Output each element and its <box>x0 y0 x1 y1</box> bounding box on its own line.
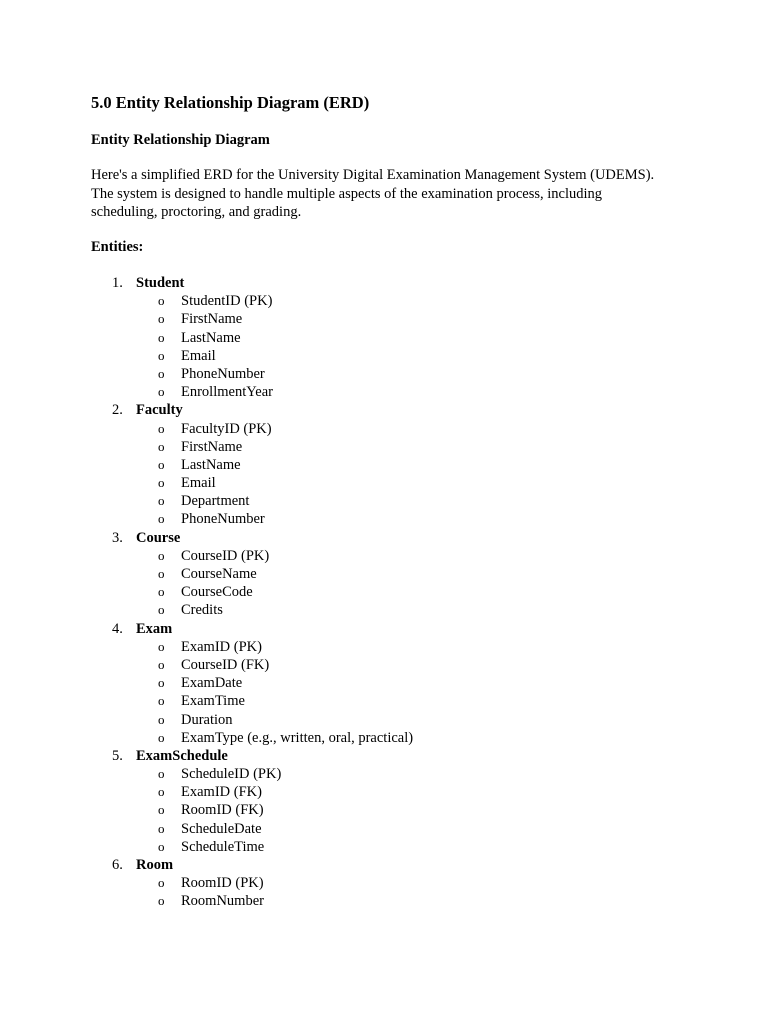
entity-name: Student <box>136 275 185 291</box>
attribute-label: CourseCode <box>181 584 253 601</box>
intro-paragraph <box>91 166 701 222</box>
bullet-icon: o <box>158 693 165 709</box>
entity-number: 3. <box>112 529 123 546</box>
attribute-label: FirstName <box>181 311 243 328</box>
bullet-icon: o <box>158 711 165 727</box>
entity-name: Faculty <box>136 402 183 419</box>
attribute-label: PhoneNumber <box>181 511 265 528</box>
bullet-icon: o <box>158 329 165 345</box>
attribute-item <box>91 838 691 856</box>
entities-list <box>91 274 691 911</box>
attribute-label: RoomID (FK) <box>181 802 264 819</box>
bullet-icon: o <box>158 784 165 800</box>
intro-line: The system is designed to handle multiple aspects of the examination process, including <box>91 185 603 202</box>
attribute-item <box>91 783 691 801</box>
bullet-icon: o <box>158 311 165 327</box>
entity-number: 2. <box>112 402 123 419</box>
entity-name: ExamSchedule <box>136 747 228 764</box>
attribute-label: LastName <box>181 329 241 346</box>
bullet-icon: o <box>158 656 165 672</box>
attribute-item <box>91 801 691 819</box>
page-title: 5.0 Entity Relationship Diagram (ERD) <box>91 93 370 112</box>
attribute-item <box>91 420 691 438</box>
bullet-icon: o <box>158 493 165 509</box>
bullet-icon: o <box>158 638 165 654</box>
bullet-icon: o <box>158 456 165 472</box>
bullet-icon: o <box>158 511 165 527</box>
bullet-icon: o <box>158 347 165 363</box>
entity-item <box>91 401 691 419</box>
bullet-icon: o <box>158 675 165 691</box>
attribute-item <box>91 492 691 510</box>
attribute-label: ExamDate <box>181 675 243 692</box>
attribute-item <box>91 292 691 310</box>
attribute-label: ExamID (FK) <box>181 784 262 801</box>
attribute-label: Credits <box>181 602 223 619</box>
attribute-item <box>91 874 691 892</box>
attribute-item <box>91 456 691 474</box>
attribute-label: ScheduleTime <box>181 838 265 855</box>
bullet-icon: o <box>158 729 165 745</box>
attribute-label: ExamID (PK) <box>181 638 262 655</box>
attribute-item <box>91 383 691 401</box>
attribute-label: ScheduleID (PK) <box>181 766 282 783</box>
entity-item <box>91 747 691 765</box>
entity-number: 5. <box>112 747 123 764</box>
bullet-icon: o <box>158 420 165 436</box>
entity-item <box>91 856 691 874</box>
attribute-label: Duration <box>181 711 233 728</box>
attribute-label: PhoneNumber <box>181 365 265 382</box>
attribute-item <box>91 329 691 347</box>
bullet-icon: o <box>158 875 165 891</box>
attribute-label: CourseID (FK) <box>181 656 270 673</box>
attribute-item <box>91 365 691 383</box>
attribute-item <box>91 892 691 910</box>
attribute-item <box>91 601 691 619</box>
attribute-item <box>91 765 691 783</box>
entity-item <box>91 620 691 638</box>
attribute-label: ExamType (e.g., written, oral, practical) <box>181 729 414 746</box>
attribute-label: CourseID (PK) <box>181 547 270 564</box>
bullet-icon: o <box>158 893 165 909</box>
attribute-item <box>91 692 691 710</box>
section-subtitle: Entity Relationship Diagram <box>91 132 270 148</box>
bullet-icon: o <box>158 820 165 836</box>
attribute-item <box>91 583 691 601</box>
attribute-item <box>91 711 691 729</box>
attribute-label: FirstName <box>181 438 243 455</box>
attribute-label: RoomID (PK) <box>181 875 264 892</box>
attribute-item <box>91 547 691 565</box>
attribute-label: Email <box>181 475 216 492</box>
attribute-item <box>91 347 691 365</box>
attribute-label: RoomNumber <box>181 893 264 910</box>
entity-item <box>91 529 691 547</box>
entities-label: Entities: <box>91 239 144 255</box>
attribute-item <box>91 729 691 747</box>
attribute-item <box>91 565 691 583</box>
attribute-item <box>91 510 691 528</box>
attribute-label: ExamTime <box>181 693 245 710</box>
attribute-item <box>91 674 691 692</box>
bullet-icon: o <box>158 838 165 854</box>
entity-number: 1. <box>112 275 123 291</box>
entity-name: Exam <box>136 620 173 637</box>
attribute-item <box>91 656 691 674</box>
attribute-label: LastName <box>181 456 241 473</box>
bullet-icon: o <box>158 438 165 454</box>
attribute-item <box>91 474 691 492</box>
bullet-icon: o <box>158 547 165 563</box>
entity-name: Course <box>136 529 181 546</box>
bullet-icon: o <box>158 802 165 818</box>
bullet-icon: o <box>158 384 165 400</box>
attribute-label: CourseName <box>181 566 257 582</box>
attribute-label: FacultyID (PK) <box>181 420 272 437</box>
attribute-label: ScheduleDate <box>181 820 262 837</box>
bullet-icon: o <box>158 566 165 581</box>
bullet-icon: o <box>158 584 165 600</box>
bullet-icon: o <box>158 293 165 309</box>
entity-item <box>91 274 691 292</box>
attribute-item <box>91 820 691 838</box>
entity-number: 4. <box>112 620 123 637</box>
attribute-label: Department <box>181 493 250 510</box>
bullet-icon: o <box>158 475 165 491</box>
bullet-icon: o <box>158 365 165 381</box>
intro-line: Here's a simplified ERD for the University Digital Examination Management System (UDEMS). <box>91 167 655 183</box>
bullet-icon: o <box>158 766 165 782</box>
entity-name: Room <box>136 857 174 873</box>
bullet-icon: o <box>158 602 165 618</box>
attribute-label: StudentID (PK) <box>181 293 273 310</box>
attribute-item <box>91 638 691 656</box>
attribute-label: EnrollmentYear <box>181 384 273 401</box>
intro-line: scheduling, proctoring, and grading. <box>91 204 302 220</box>
entity-number: 6. <box>112 857 123 873</box>
attribute-label: Email <box>181 347 216 364</box>
attribute-item <box>91 310 691 328</box>
attribute-item <box>91 438 691 456</box>
